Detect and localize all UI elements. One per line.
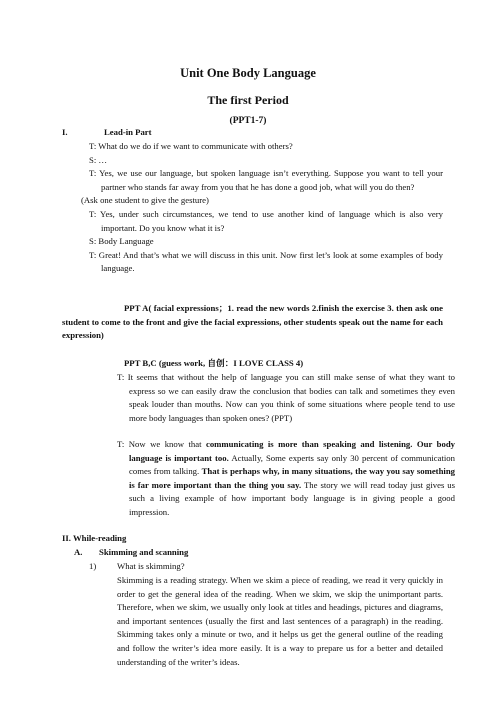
skimming-paragraph: Skimming is a reading strategy. When we skim a piece of reading, we read it very quickly in order to get the general idea of the reading. When we skim, we skip the unimportant parts. Therefore, when we skim, we usually only look at titles and headings, pictures and diagrams, and important sentences (usually the first and last sentences of a paragraph) in the reading. Skimming takes only a minute or two, and it helps us get the general outline of the reading and follow the writer’s idea more easily. It is a way to prepare us for a better and detailed understanding of the writer’s ideas. — [117, 575, 443, 667]
para-text: The story we will read today just gives us such a living example of how important body language is in giving people a good impression. — [129, 479, 455, 517]
item-1-number: 1) — [89, 561, 97, 571]
dialogue-line: S: Body Language — [89, 236, 154, 247]
section-1-number: I. — [62, 127, 68, 137]
dialogue-line: S: … — [89, 154, 108, 165]
para-emphasis: communicating is more than speaking and listening. Our body language is important too. — [129, 439, 456, 463]
section-2-heading: II. While-reading — [62, 533, 127, 543]
dialogue-line: T: Great! And that’s what we will discuss in this unit. Now first let’s look at some examples of body language. — [89, 249, 443, 274]
section-1-heading: Lead-in Part — [104, 127, 152, 137]
dialogue-line: T: Yes, we use our language, but spoken language isn’t everything. Suppose you want to tell your partner who stands far away from you that he has done a good job, what will you do then? — [89, 168, 443, 192]
dialogue-line: T: Yes, under such circumstances, we tend to use another kind of language which is also very important. Do you know what it is? — [89, 208, 443, 233]
para-text: T: Now we know that — [117, 439, 206, 449]
paragraph-communication — [117, 438, 455, 520]
dialogue-line: T: What do we do if we want to communicate with others? — [89, 141, 293, 151]
document-title: Unit One Body Language — [180, 66, 316, 80]
ppt-range: (PPT1-7) — [229, 116, 267, 126]
para-emphasis: That is perhaps why, in many situations, the way you say something is far more important than the thing you say. — [129, 466, 455, 490]
section-a-number: A. — [74, 547, 83, 557]
item-1-heading: What is skimming? — [117, 561, 185, 571]
section-a-heading: Skimming and scanning — [99, 547, 189, 557]
para-text: Actually, Some experts say only 30 percent of communication comes from talking. — [129, 452, 455, 477]
dialogue — [81, 140, 443, 276]
paragraph-conclusion: T: It seems that without the help of language you can still make sense of what they want to express so we can easily draw the conclusion that bodies can talk and sometimes they even speak louder than mouths. Now can you think of some situations where people tend to use more body languages than spoken ones? (PPT) — [117, 372, 455, 423]
period-heading: The first Period — [207, 93, 289, 107]
ppt-a-note: PPT A( facial expressions；1. read the new words 2.finish the exercise 3. then ask one student to come to the front and give the facial expressions, other students speak out the name for each expression) — [62, 303, 443, 341]
ppt-bc-note: PPT B,C (guess work, 自创：I LOVE CLASS 4) — [124, 358, 304, 368]
dialogue-line: (Ask one student to give the gesture) — [81, 195, 209, 206]
